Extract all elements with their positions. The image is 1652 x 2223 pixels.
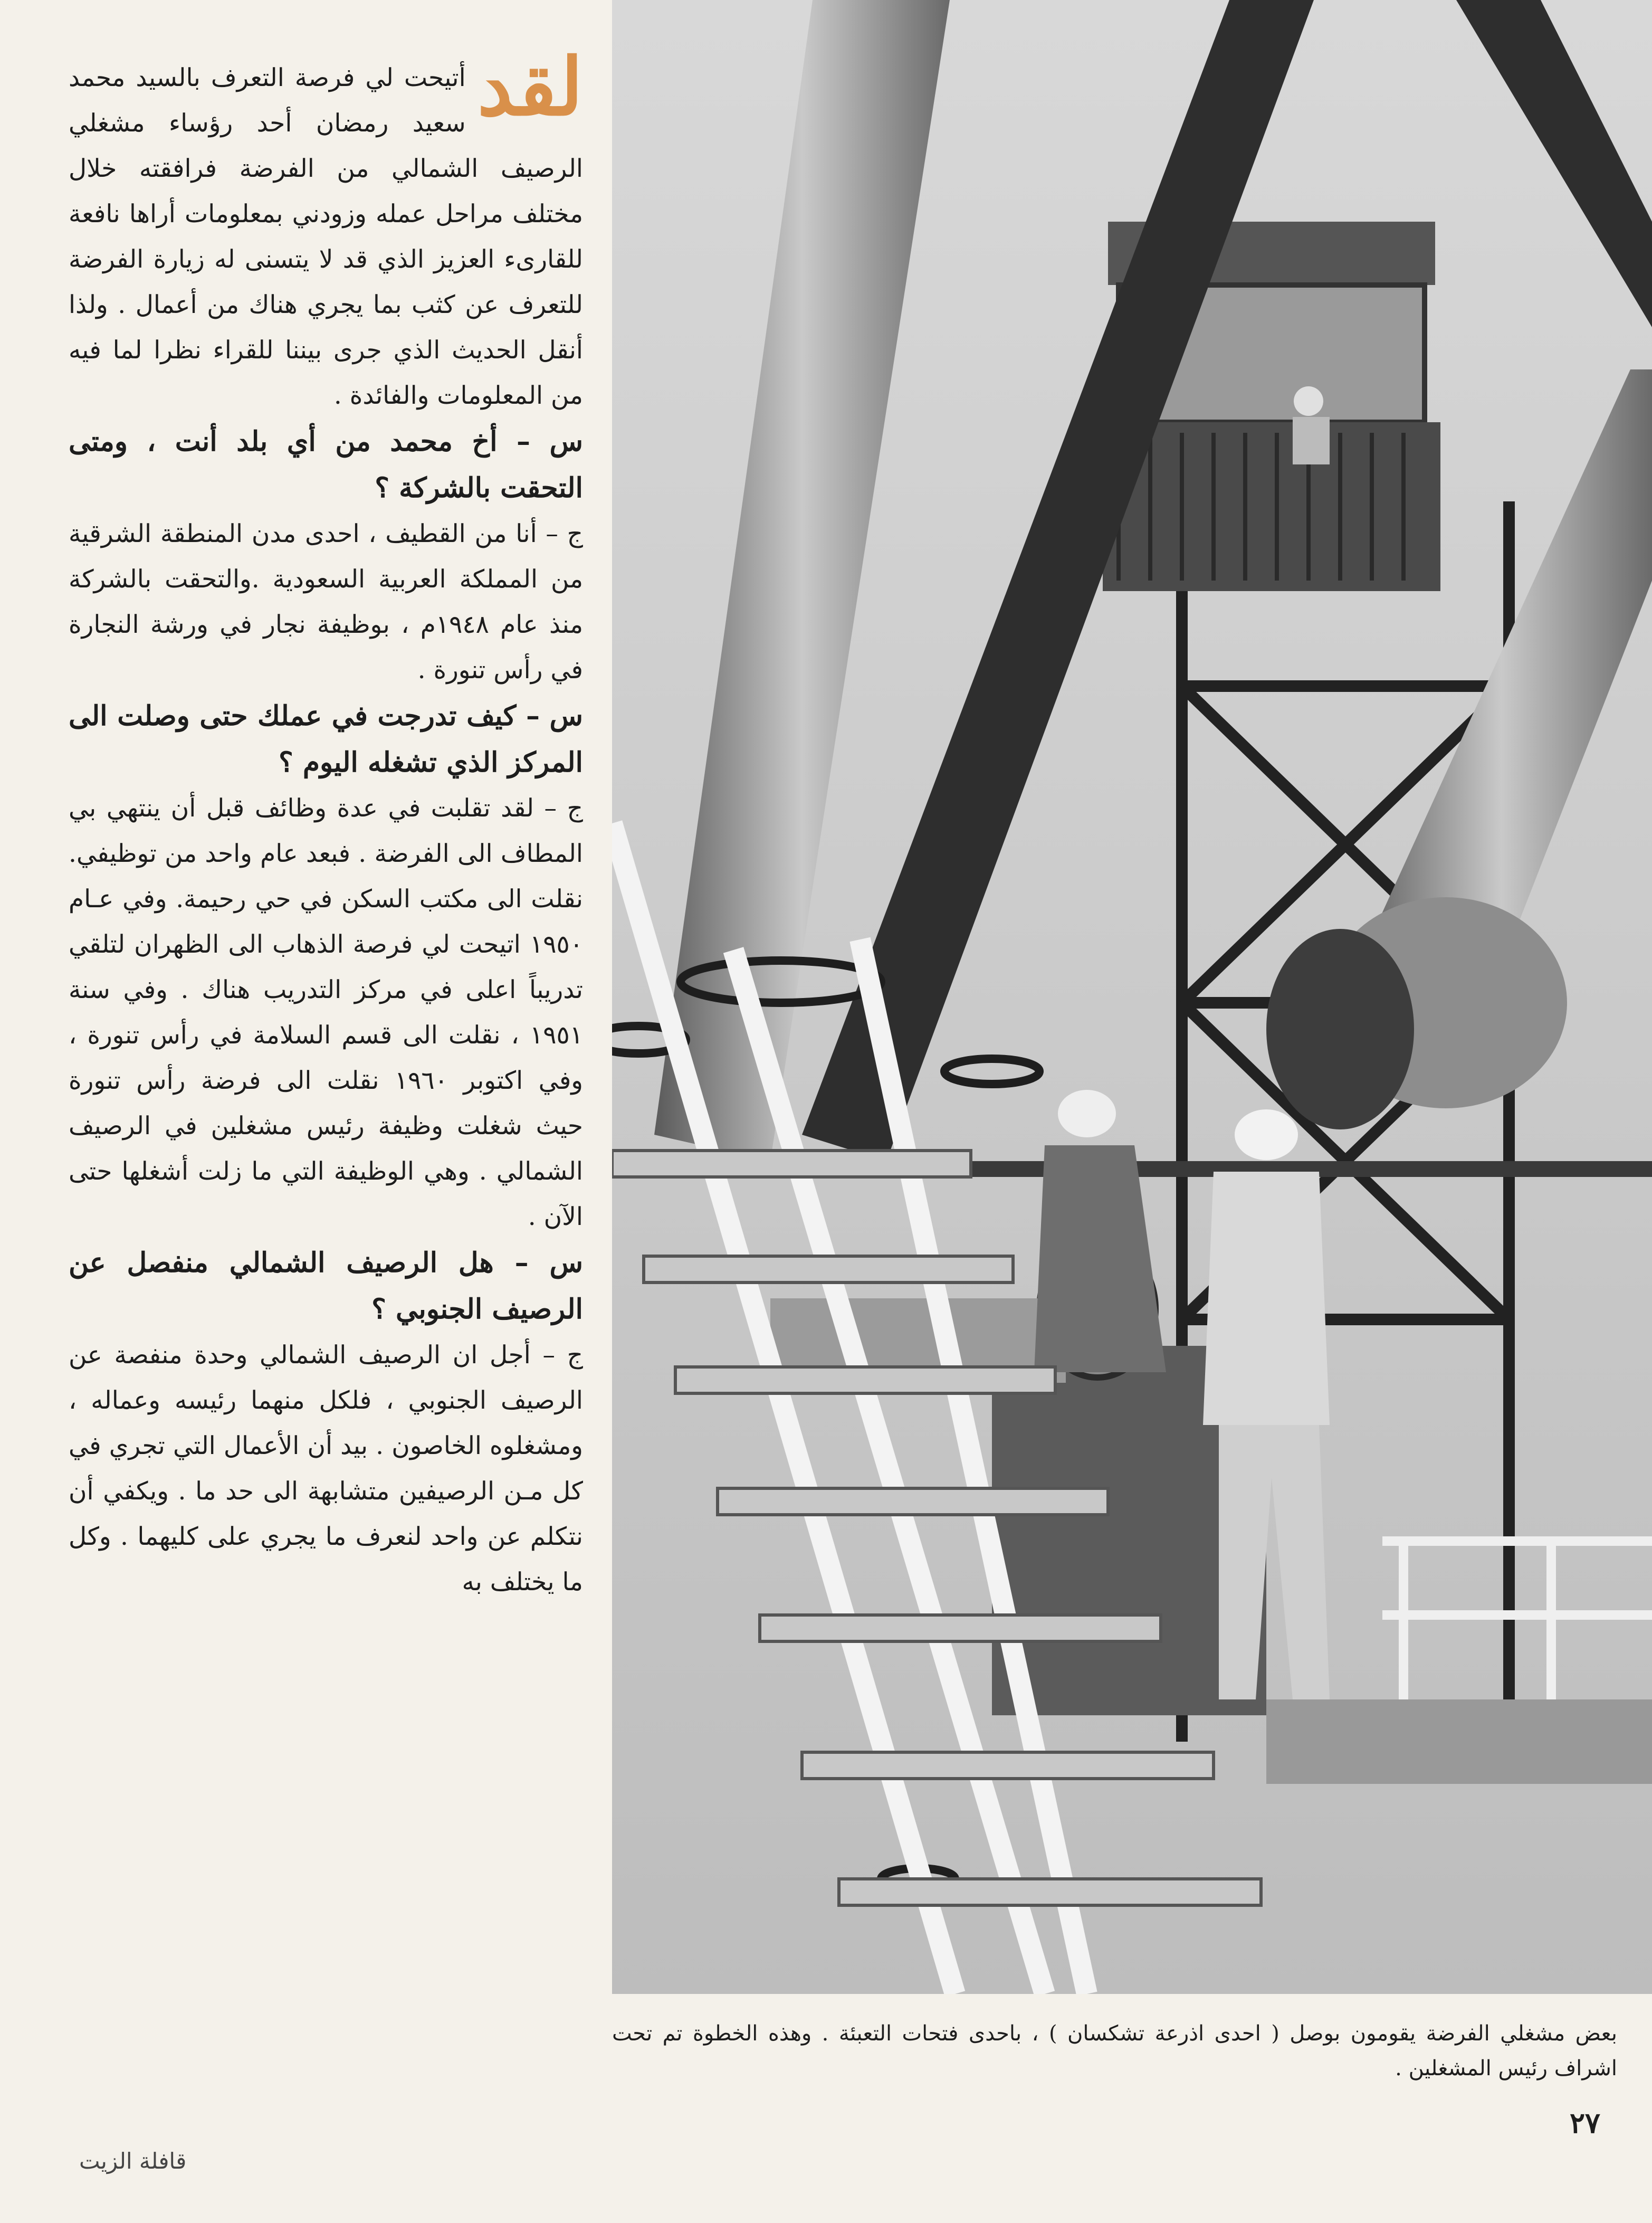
intro-paragraph: أتيحت لي فرصة التعرف بالسيد محمد سعيد رمضان أحد رؤساء مشغلي الرصيف الشمالي من الفرضة فرافقته خلال مختلف مراحل عمله وزودني بمعلومات أراها نافعة للقارىء العزيز الذي قد لا يتسنى له زيارة الفرضة للتعرف عن كثب بما يجري هناك من أعمال . ولذا أنقل الحديث الذي جرى بيننا للقراء نظرا لما فيه من المعلومات والفائدة . bbox=[69, 63, 583, 410]
photo-caption: بعض مشغلي الفرضة يقومون بوصل ( احدى اذرعة تشكسان ) ، باحدى فتحات التعبئة . وهذه الخطوة تم تحت اشراف رئيس المشغلين . bbox=[612, 2021, 1617, 2080]
photo-loading-arm-workers bbox=[612, 0, 1652, 1994]
photo-illustration bbox=[612, 0, 1652, 1994]
answer-3: ج – أجل ان الرصيف الشمالي وحدة منفصة عن الرصيف الجنوبي ، فلكل منهما رئيسه وعماله ، ومشغلوه الخاصون . بيد أن الأعمال التي تجري في كل مـن الرصيفين متشابهة الى حد ما . ويكفي أن نتكلم عن واحد لنعرف ما يجري على كليهما . وكل ما يختلف به bbox=[69, 1341, 583, 1597]
answer-2: ج – لقد تقلبت في عدة وظائف قبل أن ينتهي بي المطاف الى الفرضة . فبعد عام واحد من توظيفي. نقلت الى مكتب السكن في حي رحيمة. وفي عـام ١٩٥٠ اتيحت لي فرصة الذهاب الى الظهران لتلقي تدريباً اعلى في مركز التدريب هناك . وفي سنة ١٩٥١ ، نقلت الى قسم السلامة في رأس تنورة ، وفي اكتوبر ١٩٦٠ نقلت الى فرضة رأس تنورة حيث شغلت وظيفة رئيس مشغلين في الرصيف الشمالي . وهي الوظيفة التي ما زلت أشغلها حتى الآن . bbox=[69, 794, 583, 1231]
question-3: س – هل الرصيف الشمالي منفصل عن الرصيف الجنوبي ؟ bbox=[69, 1247, 583, 1325]
answer-1: ج – أنا من القطيف ، احدى مدن المنطقة الشرقية من المملكة العربية السعودية .والتحقت بالشركة منذ عام ١٩٤٨م ، بوظيفة نجار في ورشة النجارة في رأس تنورة . bbox=[69, 519, 584, 685]
publication-name: قافلة الزيت bbox=[79, 2148, 187, 2174]
dropcap: لقد bbox=[477, 41, 583, 134]
question-1: س – أخ محمد من أي بلد أنت ، ومتى التحقت بالشركة ؟ bbox=[69, 425, 583, 504]
question-2: س – كيف تدرجت في عملك حتى وصلت الى المركز الذي تشغله اليوم ؟ bbox=[69, 700, 583, 778]
page-number: ٢٧ bbox=[1570, 2106, 1601, 2140]
article-column bbox=[69, 41, 584, 1605]
